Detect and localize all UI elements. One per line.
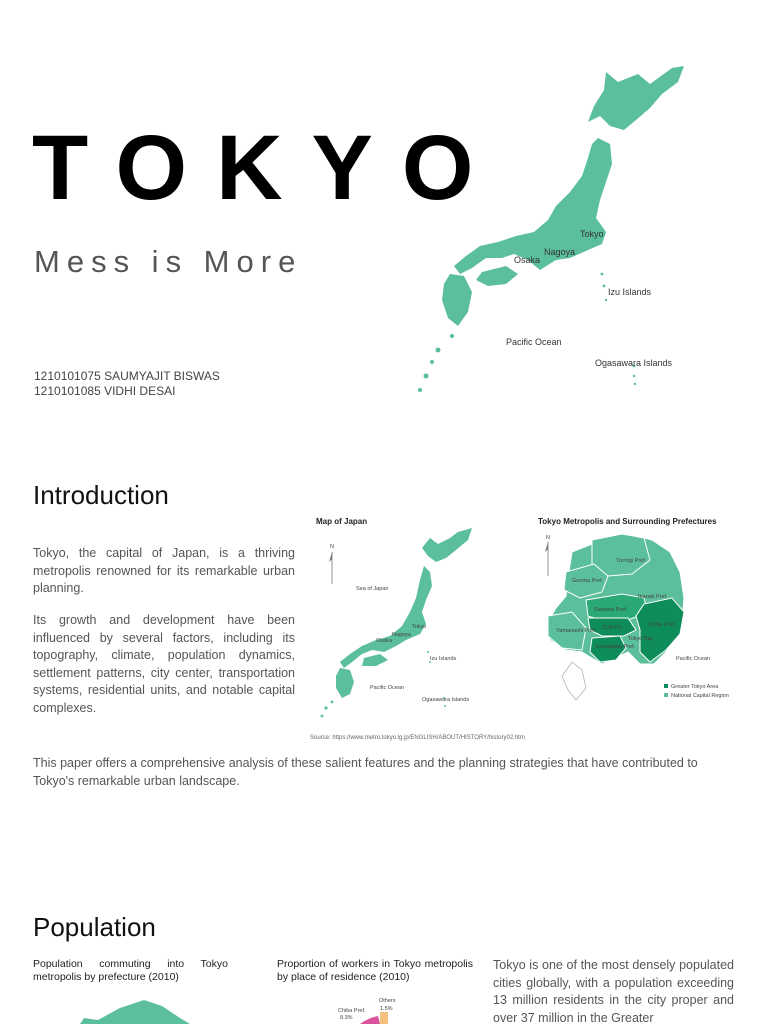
svg-text:N: N bbox=[546, 535, 550, 541]
author-list bbox=[34, 369, 220, 399]
population-chart1-title: Population commuting into Tokyo metropolis by prefecture (2010) bbox=[33, 958, 228, 983]
hero-label-izu: Izu Islands bbox=[608, 287, 652, 297]
figure-left-tokyo: Tokyo bbox=[412, 624, 427, 630]
author-2: 1210101085 VIDHI DESAI bbox=[34, 384, 176, 398]
population-heading: Population bbox=[33, 912, 156, 942]
hero-label-tokyo: Tokyo bbox=[580, 229, 604, 239]
figure-left-izu: Izu Islands bbox=[430, 656, 457, 662]
figure-left-pacific: Pacific Ocean bbox=[370, 685, 404, 691]
intro-paragraph-1: Tokyo, the capital of Japan, is a thriving metropolis renowned for its remarkable urban planning. bbox=[33, 546, 295, 595]
population-paragraph: Tokyo is one of the most densely populated cities globally, with a population exceeding 13 million residents in the city proper and over 37 million in the Greater bbox=[493, 958, 734, 1025]
hero-japan-map bbox=[410, 60, 700, 405]
figure-right-saitama: Saitama Pref. bbox=[594, 607, 628, 613]
figure-left-osaka: Osaka bbox=[376, 638, 392, 644]
hero-label-pacific: Pacific Ocean bbox=[506, 337, 562, 347]
figure-right-gunma: Gunma Pref. bbox=[572, 578, 604, 584]
figure-right-chiba: Chiba Pref. bbox=[648, 622, 676, 628]
figure-left-ogasawara: Ogasawara Islands bbox=[422, 697, 470, 703]
figure-right-ibaraki: Ibaraki Pref. bbox=[638, 594, 668, 600]
figure-right-kanagawa: Kanagawa Pref. bbox=[596, 644, 636, 650]
figure-right-tochigi: Tochigi Pref. bbox=[616, 558, 647, 564]
chart2-label-others: Others bbox=[379, 998, 396, 1004]
intro-closing-paragraph: This paper offers a comprehensive analysis of these salient features and the planning strategies that have contributed to Tokyo's remarkable urban landscape. bbox=[33, 756, 698, 788]
page-subtitle: Mess is More bbox=[34, 244, 303, 279]
figure-left-sea: Sea of Japan bbox=[356, 586, 389, 592]
svg-text:N: N bbox=[330, 544, 334, 550]
figure-map-of-japan bbox=[310, 512, 525, 727]
chart2-value-chiba: 8.3% bbox=[340, 1015, 353, 1021]
figure-left-nagoya: Nagoya bbox=[392, 632, 411, 638]
figure-right-tokyo: TOKYO bbox=[602, 625, 622, 631]
hero-label-ogasawara: Ogasawara Islands bbox=[595, 358, 673, 368]
figure-right-yamanashi: Yamanashi Pref. bbox=[556, 628, 597, 634]
page-title: TOKYO bbox=[32, 117, 503, 219]
population-chart2-graphic bbox=[330, 992, 410, 1024]
figure-right-legend bbox=[664, 684, 729, 699]
north-arrow-icon bbox=[329, 544, 334, 584]
population-chart1-graphic bbox=[40, 994, 220, 1024]
hero-label-osaka: Osaka bbox=[514, 255, 541, 265]
author-1: 1210101075 SAUMYAJIT BISWAS bbox=[34, 369, 220, 383]
figure-tokyo-prefectures bbox=[532, 512, 737, 727]
figure-right-tokyo-bay: Tokyo Bay bbox=[628, 636, 654, 642]
figure-right-pacific: Pacific Ocean bbox=[676, 656, 710, 662]
figure-left-title: Map of Japan bbox=[316, 517, 368, 526]
legend-greater-tokyo: Greater Tokyo Area bbox=[671, 684, 719, 690]
chart2-value-others: 1.5% bbox=[380, 1006, 393, 1012]
figure-right-title: Tokyo Metropolis and Surrounding Prefectures bbox=[538, 517, 717, 526]
intro-paragraph-2: Its growth and development have been influenced by several factors, including its topography, climate, population dynamics, settlement patterns, city center, transportation systems, residential units, and notable capital complexes. bbox=[33, 613, 295, 715]
north-arrow-icon bbox=[545, 535, 550, 576]
hero-label-nagoya: Nagoya bbox=[544, 247, 576, 257]
population-chart2-title: Proportion of workers in Tokyo metropolis by place of residence (2010) bbox=[277, 958, 473, 983]
legend-national-capital: National Capital Region bbox=[671, 693, 729, 699]
figure-source: Source: https://www.metro.tokyo.lg.jp/ENGLISH/ABOUT/HISTORY/history02.htm bbox=[310, 735, 525, 741]
introduction-heading: Introduction bbox=[33, 480, 169, 510]
chart2-label-chiba: Chiba Pref. bbox=[338, 1008, 366, 1014]
